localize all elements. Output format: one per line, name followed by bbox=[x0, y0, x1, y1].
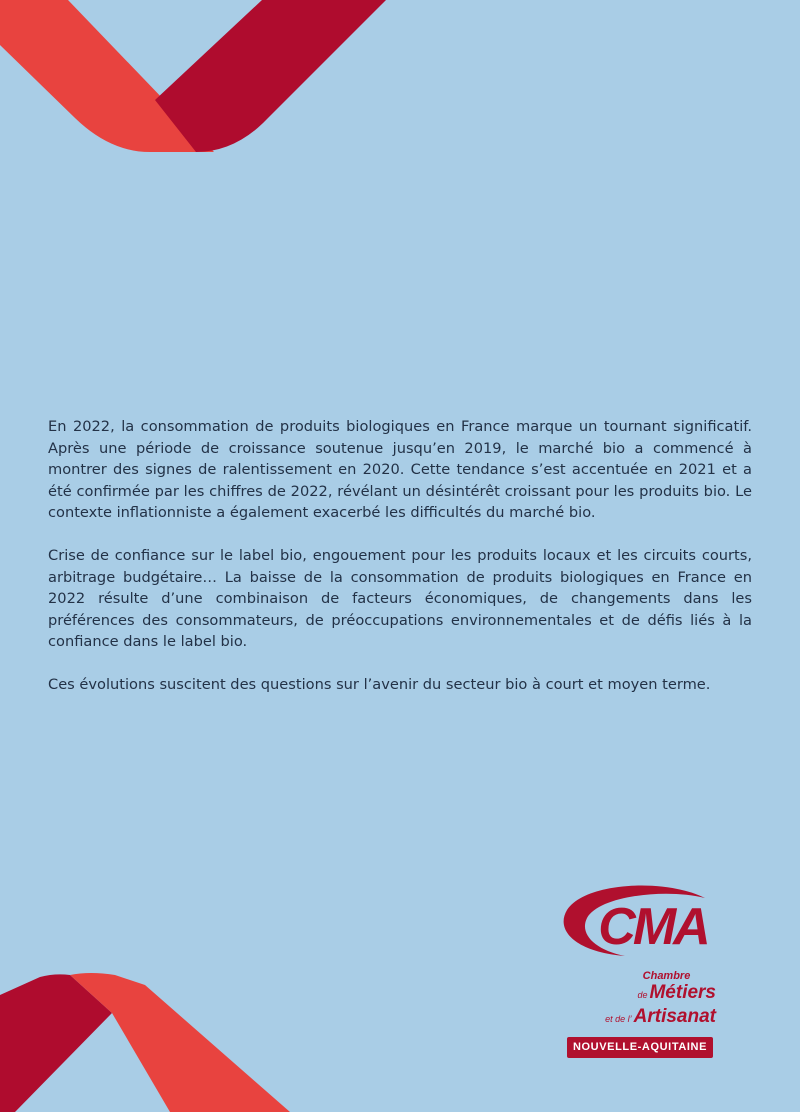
cma-logo bbox=[555, 878, 730, 1063]
logo-line-metiers-main: Métiers bbox=[649, 982, 716, 1003]
ribbon-bottom-dark-band bbox=[0, 974, 112, 1112]
logo-line-artisanat-prefix: et de l’ bbox=[605, 1014, 632, 1024]
logo-line-artisanat-main: Artisanat bbox=[633, 1006, 716, 1027]
ribbon-bottom-light-band bbox=[70, 973, 290, 1112]
ribbon-top-light-band bbox=[0, 0, 214, 152]
ribbon-top-decoration bbox=[0, 0, 800, 170]
logo-region-badge: NOUVELLE-AQUITAINE bbox=[567, 1037, 713, 1058]
cma-mark-text: CMA bbox=[598, 898, 708, 956]
paragraph-1: En 2022, la consommation de produits biologiques en France marque un tournant significatif. Après une période de croissance soutenue jusqu’en 2019, le marché bio a commencé à montrer des signes de ralentissement en 2020. Cette tendance s’est accentuée en 2021 et a été confirmée par les chiffres de 2022, révélant un désintérêt croissant pour les produits bio. Le contexte inflationniste a également exacerbé les difficultés du marché bio. bbox=[48, 418, 752, 521]
paragraph-3: Ces évolutions suscitent des questions sur l’avenir du secteur bio à court et moyen terme. bbox=[48, 676, 711, 693]
ribbon-top-dark-band bbox=[155, 0, 386, 152]
cma-logo-mark bbox=[555, 878, 725, 964]
logo-line-artisanat bbox=[605, 1006, 716, 1028]
logo-line-metiers-prefix: de bbox=[637, 990, 648, 1000]
logo-line-chambre: Chambre bbox=[642, 970, 691, 982]
body-text bbox=[48, 416, 752, 717]
paragraph-2: Crise de confiance sur le label bio, engouement pour les produits locaux et les circuits courts, arbitrage budgétaire… La baisse de la consommation de produits biologiques en France en 2022 résulte d’une combinaison de facteurs économiques, de changements dans les préférences des consommateurs, de préoccupations environnementales et de défis liés à la confiance dans le label bio. bbox=[48, 547, 752, 650]
logo-line-metiers bbox=[637, 982, 716, 1004]
